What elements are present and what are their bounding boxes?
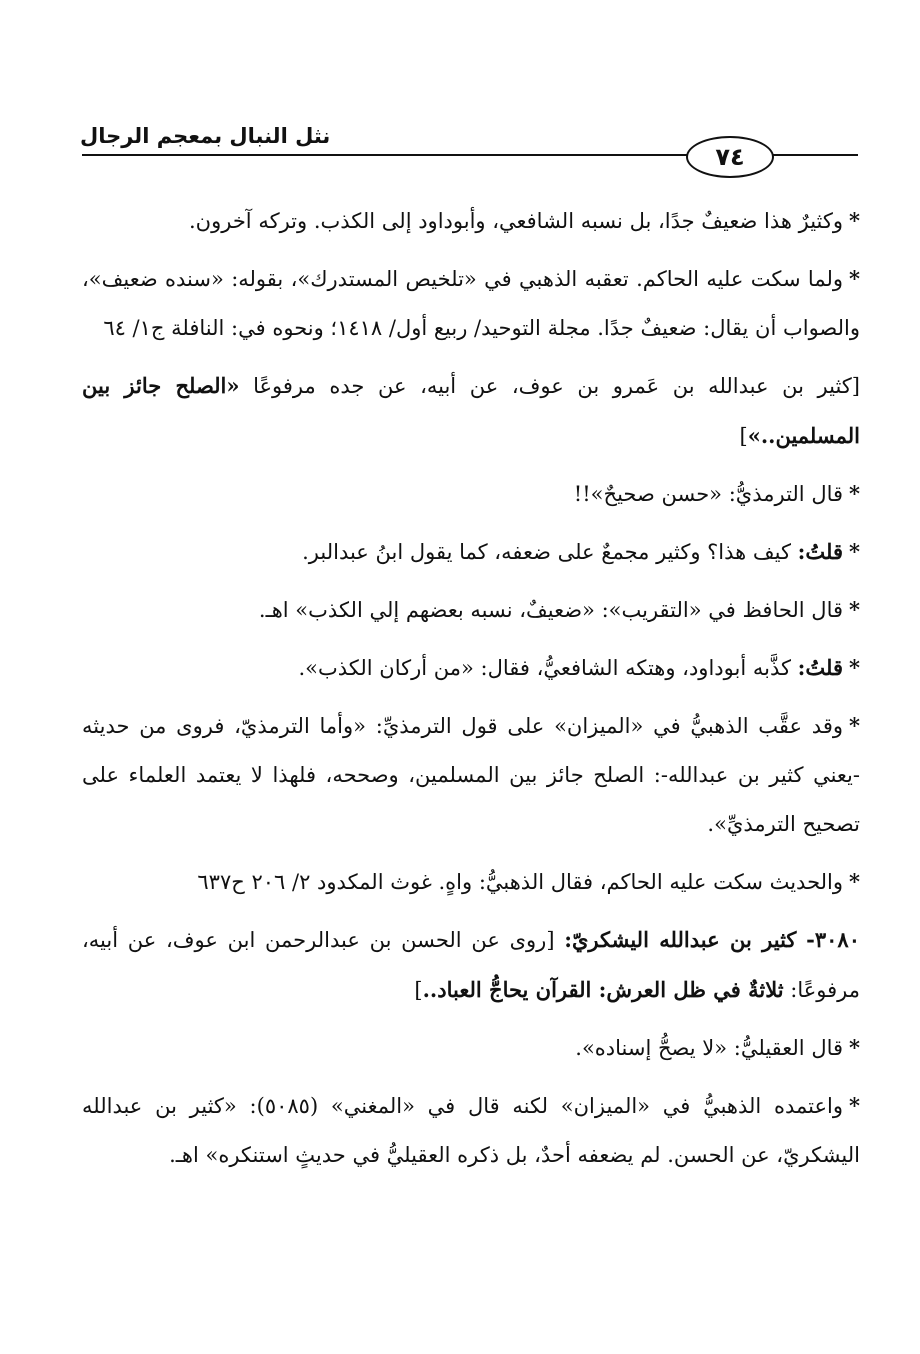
paragraph-text: قال العقيليُّ: «لا يصحُّ إسناده». <box>575 1036 844 1060</box>
paragraph-text: كذَّبه أبوداود، وهتكه الشافعيُّ، فقال: «من أركان الكذب». <box>298 656 798 680</box>
entry-heading-paragraph <box>82 915 860 1015</box>
paragraph-text: قال الحافظ في «التقريب»: «ضعيفٌ، نسبه بعضهم إلي الكذب» اهـ. <box>258 598 844 622</box>
paragraph <box>82 857 860 907</box>
paragraph <box>82 1023 860 1073</box>
paragraph-text: قال الترمذيُّ: «حسن صحيحٌ»!! <box>573 482 844 506</box>
bullet-star-icon: * <box>849 539 860 564</box>
paragraph <box>82 643 860 693</box>
entry-text: [روى عن الحسن بن عبدالرحمن ابن عوف، عن أبيه، مرفوعًا: <box>82 928 860 1002</box>
paragraph-label: قلتُ: <box>797 655 844 680</box>
paragraph-text: وكثيرٌ هذا ضعيفٌ جدًا، بل نسبه الشافعي، وأبوداود إلى الكذب. وتركه آخرون. <box>189 209 844 233</box>
entry-bold-text: ثلاثةٌ في ظل العرش: القرآن يحاجُّ العباد.. <box>422 977 784 1002</box>
page-body <box>82 196 860 1188</box>
entry-close-bracket: ] <box>414 978 423 1002</box>
bullet-star-icon: * <box>849 1035 860 1060</box>
paragraph-text: والحديث سكت عليه الحاكم، فقال الذهبيُّ: واهٍ. غوث المكدود ٢/ ٢٠٦ ح٦٣٧ <box>197 870 844 894</box>
bullet-star-icon: * <box>849 869 860 894</box>
paragraph <box>82 254 860 353</box>
paragraph-text: واعتمده الذهبيُّ في «الميزان» لكنه قال في «المغني» (٥٠٨٥): «كثير بن عبدالله اليشكريّ، عن الحسن. لم يضعفه أحدٌ، بل ذكره العقيليُّ في حديثٍ استنكره» اهـ. <box>82 1094 860 1167</box>
bullet-star-icon: * <box>849 481 860 506</box>
bullet-star-icon: * <box>849 266 860 291</box>
paragraph-text: ولما سكت عليه الحاكم. تعقبه الذهبي في «تلخيص المستدرك»، بقوله: «سنده ضعيف»، والصواب أن يقال: ضعيفٌ جدًا. مجلة التوحيد/ ربيع أول/ ١٤١٨؛ ونحوه في: النافلة ج١/ ٦٤ <box>82 267 860 340</box>
bullet-star-icon: * <box>849 1093 860 1118</box>
bullet-star-icon: * <box>849 713 860 738</box>
entry-name: كثير بن عبدالله اليشكريّ: <box>564 927 797 952</box>
paragraph-text: كيف هذا؟ وكثير مجمعٌ على ضعفه، كما يقول ابنُ عبدالبر. <box>302 540 798 564</box>
paragraph <box>82 527 860 577</box>
paragraph <box>82 1081 860 1180</box>
hadith-text: [كثير بن عبدالله بن عَمرو بن عوف، عن أبيه، عن جده مرفوعًا <box>239 374 860 398</box>
running-title: نثل النبال بمعجم الرجال <box>80 124 331 148</box>
bullet-star-icon: * <box>849 208 860 233</box>
hadith-close-bracket: ] <box>739 424 748 448</box>
paragraph <box>82 585 860 635</box>
paragraph <box>82 469 860 519</box>
entry-number: ٣٠٨٠- <box>806 927 860 952</box>
bullet-star-icon: * <box>849 655 860 680</box>
page-number: ٧٤ <box>686 136 774 178</box>
paragraph <box>82 196 860 246</box>
paragraph-label: قلتُ: <box>797 539 844 564</box>
paragraph-text: وقد عقَّب الذهبيُّ في «الميزان» على قول الترمذيِّ: «وأما الترمذيّ، فروى من حديثه -يعني كثير بن عبدالله-: الصلح جائز بين المسلمين، وصححه، فلهذا لا يعتمد العلماء على تصحيح الترمذيِّ». <box>82 714 860 836</box>
hadith-quote <box>82 361 860 461</box>
bullet-star-icon: * <box>849 597 860 622</box>
hadith-bold-text: «الصلح جائز بين المسلمين..» <box>82 373 860 448</box>
paragraph <box>82 701 860 849</box>
